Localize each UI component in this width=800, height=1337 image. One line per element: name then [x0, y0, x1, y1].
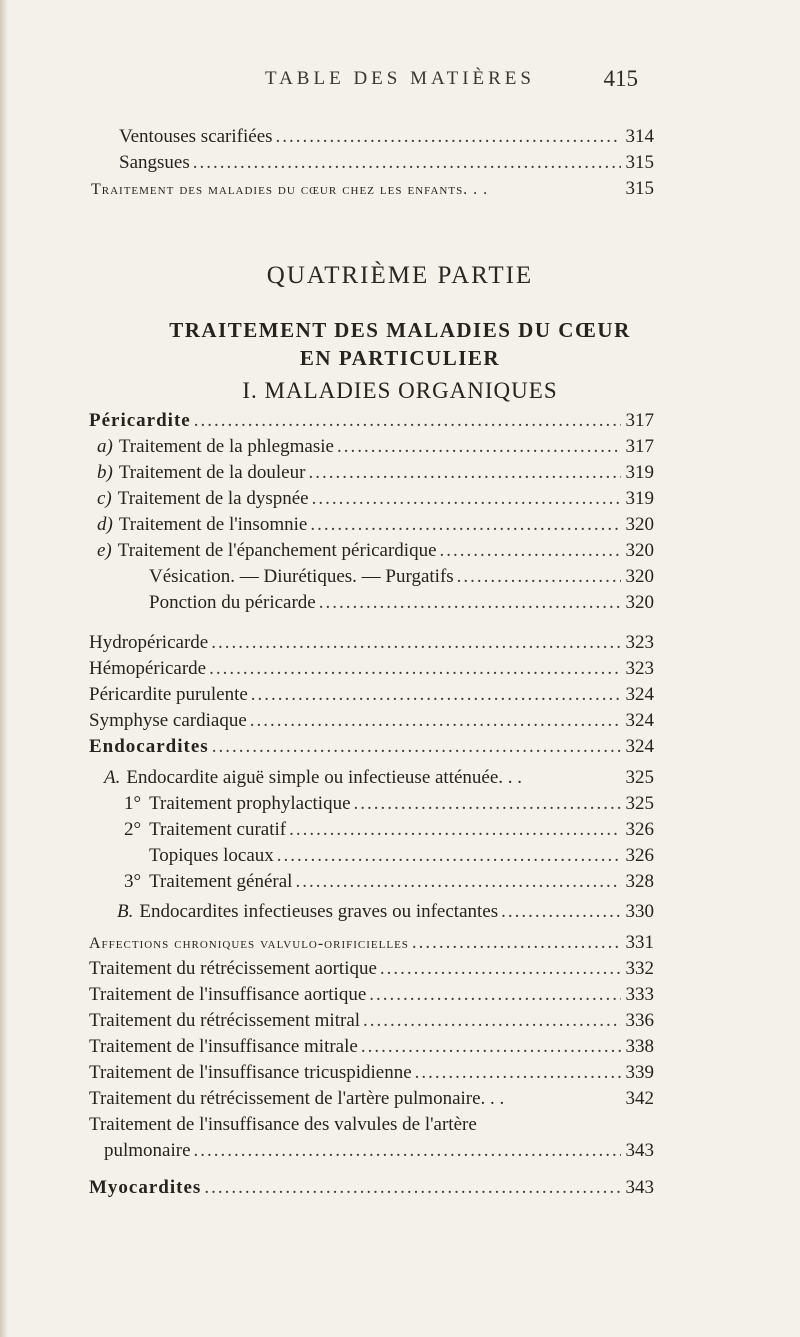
- toc-entry: [89, 982, 654, 1008]
- toc-entry-page: 328: [625, 871, 654, 892]
- dot-leader: [337, 434, 621, 460]
- toc-entry-page: 333: [625, 984, 654, 1005]
- dot-leader: [369, 982, 621, 1008]
- toc-entry-label: Péricardite purulente: [89, 684, 248, 705]
- toc-entry-page: 317: [625, 410, 654, 431]
- toc-entry: [124, 869, 654, 895]
- toc-entry: [124, 817, 654, 843]
- dot-leader: [289, 817, 621, 843]
- toc-entry-page: 320: [625, 540, 654, 561]
- dot-leader: [204, 1175, 621, 1201]
- toc-entry-label: Vésication. — Diurétiques. — Purgatifs: [149, 566, 454, 587]
- dot-leader: [251, 682, 621, 708]
- toc-entry-page: 323: [625, 632, 654, 653]
- toc-entry: [149, 843, 654, 869]
- toc-entry: [97, 486, 654, 512]
- dot-leader: [501, 899, 621, 925]
- toc-entry: [119, 150, 654, 176]
- toc-entry-label: Ventouses scarifiées: [119, 126, 273, 147]
- toc-entry-page: 324: [625, 736, 654, 757]
- dot-leader: [440, 538, 622, 564]
- toc-entry-prefix: 3°: [124, 871, 142, 892]
- toc-entry: [149, 590, 654, 616]
- toc-entry: [91, 176, 654, 202]
- toc-entry-label: Traitement de la phlegmasie: [118, 436, 334, 457]
- toc-entry: [124, 791, 654, 817]
- toc-entry-label: Traitement de la dyspnée: [117, 488, 309, 509]
- toc-entry: [89, 734, 654, 760]
- toc-entry-page: 325: [625, 793, 654, 814]
- toc-entry-label: Myocardites: [89, 1177, 202, 1198]
- toc-entry-label: Traitement du rétrécissement aortique: [89, 958, 377, 979]
- toc-entry: [89, 1060, 654, 1086]
- toc-entry-page: 320: [625, 514, 654, 535]
- dot-leader: [308, 460, 621, 486]
- toc-entry-page: 319: [625, 462, 654, 483]
- toc-entry-page: 343: [625, 1140, 654, 1161]
- dot-leader: [319, 590, 621, 616]
- part-title: QUATRIÈME PARTIE: [266, 262, 534, 289]
- toc-entry-label: Traitement de la douleur: [118, 462, 306, 483]
- toc-entry: [89, 1008, 654, 1034]
- dot-leader: [193, 150, 621, 176]
- dot-leader: [363, 1008, 621, 1034]
- running-head-title: TABLE DES MATIÈRES: [265, 68, 535, 89]
- toc-entry: [89, 1034, 654, 1060]
- toc-entry-prefix: d): [97, 514, 113, 535]
- toc-entry-label: Endocardites infectieuses graves ou infectantes: [139, 901, 499, 922]
- toc-entry-page: 315: [625, 152, 654, 173]
- toc-entry: [89, 708, 654, 734]
- toc-entry-label: Hydropéricarde: [89, 632, 209, 653]
- toc-entry-label: Traitement du rétrécissement mitral: [89, 1010, 361, 1031]
- toc-entry: [89, 630, 654, 656]
- toc-entry-page: 315: [625, 178, 654, 199]
- toc-entry-label: Ponction du péricarde: [149, 592, 316, 613]
- toc-entry-label: Traitement de l'épanchement péricardique: [117, 540, 437, 561]
- toc-entry-page: 323: [625, 658, 654, 679]
- toc-entry: [117, 899, 654, 925]
- part-heading-line2: EN PARTICULIER: [299, 346, 501, 370]
- toc-entry-label: Endocardites: [89, 736, 209, 757]
- toc-entry-label: Traitement de l'insomnie: [118, 514, 308, 535]
- dot-leader: [361, 1034, 621, 1060]
- dot-leader: [276, 124, 621, 150]
- toc-entry: [89, 682, 654, 708]
- dot-leader: [212, 734, 621, 760]
- toc-entry: [89, 1086, 654, 1112]
- toc-entry-page: 324: [625, 710, 654, 731]
- dot-leader: [295, 869, 621, 895]
- toc-entry-page: 336: [625, 1010, 654, 1031]
- toc-entry-label: Traitement prophylactique: [149, 793, 351, 814]
- toc-entry-label: Traitement curatif: [149, 819, 287, 840]
- toc-entry-label: Péricardite: [89, 410, 191, 431]
- toc-entry: [97, 538, 654, 564]
- toc-entry-page: 317: [625, 436, 654, 457]
- dot-leader: [211, 630, 621, 656]
- toc-entry-prefix: B.: [117, 901, 134, 922]
- toc-entry: [149, 564, 654, 590]
- toc-entry-page: 339: [625, 1062, 654, 1083]
- toc-entry-prefix: 2°: [124, 819, 142, 840]
- dot-leader: [250, 708, 621, 734]
- dot-leader: [277, 843, 621, 869]
- dot-leader: [310, 512, 621, 538]
- toc-entry-label: Traitement du rétrécissement de l'artère pulmonaire. . .: [89, 1088, 505, 1109]
- toc-entry-page: 325: [625, 767, 654, 788]
- toc-entry-page: 338: [625, 1036, 654, 1057]
- toc-entry: [104, 765, 654, 791]
- toc-entry: [119, 124, 654, 150]
- toc-entry-page: 314: [625, 126, 654, 147]
- toc-entry-label: Symphyse cardiaque: [89, 710, 247, 731]
- running-head: [0, 68, 800, 98]
- page-edge-shadow: [0, 0, 8, 1337]
- toc-entry-label: Traitement de l'insuffisance mitrale: [89, 1036, 358, 1057]
- toc-entry-page: 320: [625, 566, 654, 587]
- toc-entry-label: pulmonaire: [104, 1140, 191, 1161]
- toc-entry-page: 319: [625, 488, 654, 509]
- dot-leader: [415, 1060, 621, 1086]
- toc-entry: [89, 656, 654, 682]
- toc-entry-page: 342: [625, 1088, 654, 1109]
- toc-entry-label: Traitement de l'insuffisance des valvules de l'artère: [89, 1114, 477, 1135]
- toc-entry-prefix: A.: [104, 767, 121, 788]
- dot-leader: [354, 791, 621, 817]
- toc-entry-page: 330: [625, 901, 654, 922]
- toc-entry-page: 324: [625, 684, 654, 705]
- toc-entry-page: 326: [625, 845, 654, 866]
- dot-leader: [457, 564, 621, 590]
- toc-entry-prefix: b): [97, 462, 113, 483]
- toc-entry-page: 320: [625, 592, 654, 613]
- dot-leader: [312, 486, 621, 512]
- toc-entry-prefix: e): [97, 540, 112, 561]
- toc-entry: [89, 956, 654, 982]
- toc-entry-prefix: a): [97, 436, 113, 457]
- toc-entry: [97, 434, 654, 460]
- toc-entry: [89, 408, 654, 434]
- toc-entry-prefix: c): [97, 488, 112, 509]
- part-heading-line1: TRAITEMENT DES MALADIES DU CŒUR: [169, 318, 631, 342]
- toc-entry-page: 332: [625, 958, 654, 979]
- page-number: 415: [603, 66, 638, 91]
- toc-entry-prefix: 1°: [124, 793, 142, 814]
- toc-entry-label: Hémopéricarde: [89, 658, 207, 679]
- toc-entry-label: Traitement de l'insuffisance tricuspidienne: [89, 1062, 412, 1083]
- toc-entry: [89, 1175, 654, 1201]
- toc-entry-label: Traitement des maladies du cœur chez les enfants. . .: [91, 181, 489, 198]
- dot-leader: [194, 1138, 621, 1164]
- toc-entry-label: Topiques locaux: [149, 845, 274, 866]
- toc-entry-label: Endocardite aiguë simple ou infectieuse atténuée. . .: [126, 767, 523, 788]
- dot-leader: [380, 956, 621, 982]
- toc-entry-label: Sangsues: [119, 152, 190, 173]
- dot-leader: [412, 930, 621, 956]
- toc-entry-label: Affections chroniques valvulo-orificielles: [89, 935, 409, 952]
- section-title: I. MALADIES ORGANIQUES: [242, 378, 558, 403]
- toc-entry-page: 343: [625, 1177, 654, 1198]
- toc-entry-label: Traitement de l'insuffisance aortique: [89, 984, 367, 1005]
- dot-leader: [194, 408, 621, 434]
- toc-entry: [97, 512, 654, 538]
- toc-entry-label: Traitement général: [149, 871, 293, 892]
- toc-entry: [89, 930, 654, 956]
- toc-entry-page: 326: [625, 819, 654, 840]
- toc-entry: [104, 1138, 654, 1164]
- dot-leader: [209, 656, 621, 682]
- toc-entry-page: 331: [625, 932, 654, 953]
- toc-entry: [97, 460, 654, 486]
